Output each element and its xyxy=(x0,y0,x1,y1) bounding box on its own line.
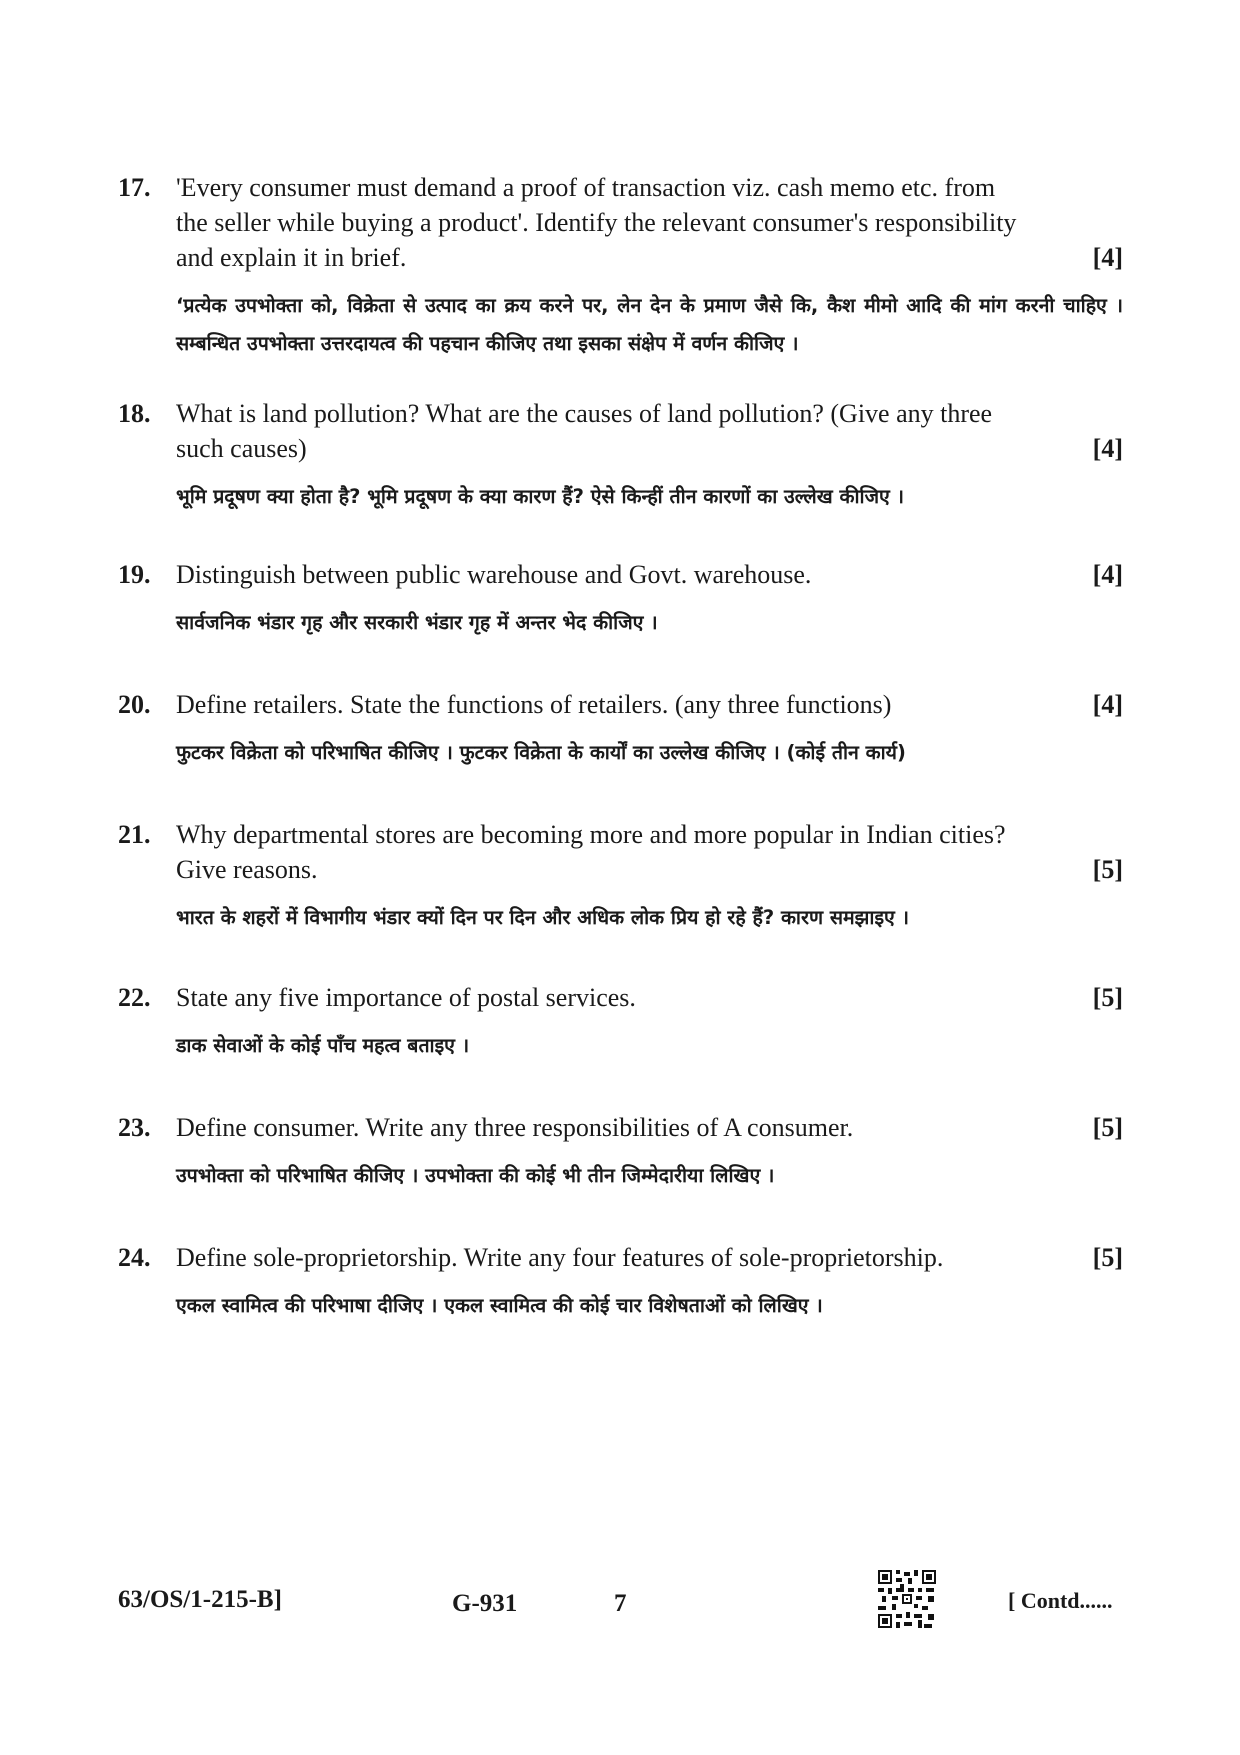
question-number: 22. xyxy=(118,983,151,1012)
question-text-english xyxy=(176,170,1123,275)
question-text-hindi: डाक सेवाओं के कोई पाँच महत्व बताइए । xyxy=(176,1034,470,1057)
question-22 xyxy=(118,980,1123,1065)
question-text-hindi: ‘प्रत्येक उपभोक्ता को, विक्रेता से उत्पाद का क्रय करने पर, लेन देन के प्रमाण जैसे कि, कैश मीमो आदि की मांग करनी चाहिए । सम्बन्धित उपभोक्ता उत्तरदायत्व की पहचान कीजिए तथा इसका संक्षेप में वर्णन कीजिए । xyxy=(176,294,1123,355)
question-17 xyxy=(118,170,1123,363)
question-number: 20. xyxy=(118,690,151,719)
marks: [4] xyxy=(1092,243,1123,272)
question-number: 23. xyxy=(118,1113,151,1142)
marks: [4] xyxy=(1092,690,1123,719)
question-18 xyxy=(118,396,1123,516)
question-24 xyxy=(118,1240,1123,1325)
marks: [5] xyxy=(1092,1243,1123,1272)
question-text-english xyxy=(176,817,1123,887)
question-text-hindi: भारत के शहरों में विभागीय भंडार क्यों दिन पर दिन और अधिक लोक प्रिय हो रहे हैं? कारण समझाइए । xyxy=(176,906,910,929)
question-19 xyxy=(118,557,1123,642)
continued-label: [ Contd...... xyxy=(1008,1588,1113,1613)
question-line: Define sole-proprietorship. Write any four features of sole-proprietorship. xyxy=(176,1243,944,1272)
question-21 xyxy=(118,817,1123,937)
question-number: 21. xyxy=(118,820,151,849)
question-line: Define retailers. State the functions of retailers. (any three functions) xyxy=(176,690,892,719)
question-text-hindi: भूमि प्रदूषण क्या होता है? भूमि प्रदूषण के क्या कारण हैं? ऐसे किन्हीं तीन कारणों का उल्लेख कीजिए । xyxy=(176,485,905,508)
question-text-hindi: सार्वजनिक भंडार गृह और सरकारी भंडार गृह में अन्तर भेद कीजिए । xyxy=(176,611,658,634)
question-number: 24. xyxy=(118,1243,151,1272)
question-text-english xyxy=(176,557,1123,592)
marks: [5] xyxy=(1092,1113,1123,1142)
paper-code: 63/OS/1-215-B] xyxy=(118,1586,282,1613)
question-line: Give reasons. xyxy=(176,855,318,884)
question-number: 19. xyxy=(118,560,151,589)
question-line: Why departmental stores are becoming more and more popular in Indian cities? xyxy=(176,820,1006,849)
question-number: 17. xyxy=(118,173,151,202)
question-text-hindi: फुटकर विक्रेता को परिभाषित कीजिए । फुटकर विक्रेता के कार्यों का उल्लेख कीजिए । (कोई तीन कार्य) xyxy=(176,741,906,764)
question-text-english xyxy=(176,1240,1123,1275)
question-line: and explain it in brief. xyxy=(176,243,407,272)
page-footer xyxy=(0,1580,1240,1620)
question-text-english xyxy=(176,687,1123,722)
question-text-english xyxy=(176,396,1123,466)
question-line: What is land pollution? What are the causes of land pollution? (Give any three xyxy=(176,399,993,428)
question-text-english xyxy=(176,980,1123,1015)
question-line: 'Every consumer must demand a proof of transaction viz. cash memo etc. from xyxy=(176,173,996,202)
marks: [5] xyxy=(1092,855,1123,884)
marks: [4] xyxy=(1092,560,1123,589)
marks: [4] xyxy=(1092,434,1123,463)
page-number: 7 xyxy=(614,1590,627,1617)
question-line: Distinguish between public warehouse and Govt. warehouse. xyxy=(176,560,812,589)
series-code: G-931 xyxy=(452,1590,518,1617)
question-text-hindi: उपभोक्ता को परिभाषित कीजिए । उपभोक्ता की कोई भी तीन जिम्मेदारीया लिखिए । xyxy=(176,1164,775,1187)
question-23 xyxy=(118,1110,1123,1195)
question-text-hindi: एकल स्वामित्व की परिभाषा दीजिए । एकल स्वामित्व की कोई चार विशेषताओं को लिखिए । xyxy=(176,1294,823,1317)
question-line: Define consumer. Write any three responsibilities of A consumer. xyxy=(176,1113,854,1142)
question-text-english xyxy=(176,1110,1123,1145)
question-line: such causes) xyxy=(176,434,307,463)
qr-code-icon xyxy=(878,1570,936,1628)
question-line: the seller while buying a product'. Identify the relevant consumer's responsibility xyxy=(176,208,1017,237)
marks: [5] xyxy=(1092,983,1123,1012)
question-20 xyxy=(118,687,1123,772)
question-number: 18. xyxy=(118,399,151,428)
question-line: State any five importance of postal services. xyxy=(176,983,636,1012)
